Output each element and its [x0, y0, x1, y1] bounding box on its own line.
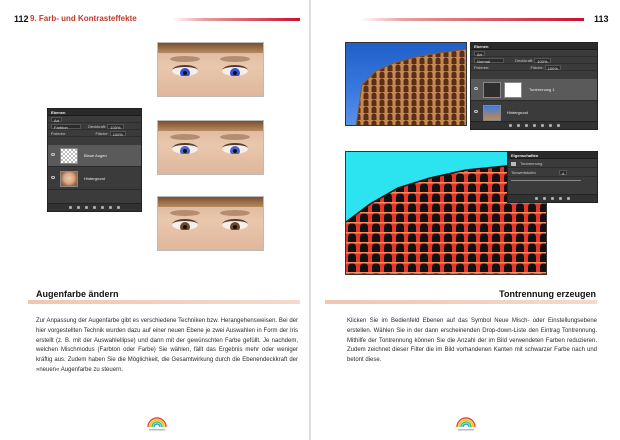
visibility-icon[interactable]: [559, 197, 562, 200]
blend-mode-row[interactable]: [48, 123, 141, 130]
filter-kind-label[interactable]: Art: [51, 117, 62, 122]
pupil: [233, 71, 237, 75]
blend-mode-row[interactable]: [471, 57, 597, 64]
layer-name: Tontrennung 1: [529, 87, 555, 92]
publisher-logo-icon: [146, 415, 168, 433]
section-heading-right: Tontrennung erzeugen: [499, 289, 596, 299]
opacity-value[interactable]: 100%: [107, 124, 123, 129]
eyebrow: [220, 134, 250, 140]
layers-panel-right[interactable]: [470, 42, 598, 130]
new-layer-icon[interactable]: [109, 206, 112, 209]
visibility-eye-icon[interactable]: [474, 110, 478, 113]
layer-thumbnail-transparent: [60, 148, 78, 164]
levels-label: Tonwertstufen: [511, 170, 536, 175]
adjustment-icon[interactable]: [93, 206, 96, 209]
layers-panel-toolbar[interactable]: [48, 203, 141, 211]
hair: [158, 121, 264, 131]
body-text-right: [347, 317, 597, 366]
trash-icon[interactable]: [117, 206, 120, 209]
layer-mask-thumbnail: [504, 82, 522, 98]
adjustment-layer-thumbnail: [483, 82, 501, 98]
hair: [158, 197, 264, 207]
opacity-value[interactable]: 100%: [534, 58, 550, 63]
left-eye: [172, 143, 198, 154]
mask-icon[interactable]: [85, 206, 88, 209]
opacity-label: Deckkraft:: [88, 124, 107, 129]
layers-panel-title: Ebenen: [471, 43, 597, 50]
section-underline-left: [28, 300, 300, 304]
eyebrow: [170, 210, 200, 216]
palace-photo-original: [345, 42, 467, 126]
publisher-logo-icon: [455, 415, 477, 433]
pupil: [183, 71, 187, 75]
levels-slider-track[interactable]: [511, 180, 581, 181]
iris: [230, 146, 240, 154]
mask-icon[interactable]: [525, 124, 528, 127]
visibility-eye-icon[interactable]: [51, 176, 55, 179]
fx-icon[interactable]: [77, 206, 80, 209]
header-rule-right: [359, 18, 584, 21]
properties-panel[interactable]: [507, 151, 598, 203]
layer-name: Hintergrund: [507, 110, 528, 115]
levels-slider-row[interactable]: [508, 177, 597, 183]
opacity-label: Deckkraft:: [515, 58, 534, 63]
eye-photo-original: [157, 196, 264, 251]
posterize-icon: [511, 162, 516, 166]
adjustment-type-label: Tontrennung: [520, 161, 543, 166]
layer-filter-row[interactable]: [48, 116, 141, 123]
layer-filter-row[interactable]: [471, 50, 597, 57]
layer-row-blue-eyes[interactable]: [48, 145, 141, 167]
right-eye: [222, 219, 248, 230]
section-heading-left: Augenfarbe ändern: [36, 289, 119, 299]
page-number-left: 112: [14, 14, 29, 24]
eyebrow: [220, 56, 250, 62]
fill-value[interactable]: 100%: [110, 131, 126, 136]
layers-panel-left[interactable]: [47, 108, 142, 212]
visibility-eye-icon[interactable]: [474, 87, 478, 90]
iris: [180, 68, 190, 76]
link-icon[interactable]: [509, 124, 512, 127]
view-previous-icon[interactable]: [543, 197, 546, 200]
left-eye: [172, 65, 198, 76]
right-eye: [222, 65, 248, 76]
lock-row[interactable]: [471, 64, 597, 71]
properties-panel-title: Eigenschaften: [508, 152, 597, 159]
eye-photo-blue-strong: [157, 42, 264, 97]
adjustment-icon[interactable]: [533, 124, 536, 127]
lock-label: Fixieren:: [51, 131, 67, 136]
layers-panel-title: Ebenen: [48, 109, 141, 116]
blend-mode-select[interactable]: Farbton: [51, 124, 81, 129]
pupil: [233, 149, 237, 153]
filter-kind-label[interactable]: Art: [474, 51, 485, 56]
levels-row[interactable]: [508, 168, 597, 177]
layer-name: Hintergrund: [84, 176, 105, 181]
pupil: [183, 225, 187, 229]
body-text-left: [36, 317, 298, 376]
iris: [230, 222, 240, 230]
eyebrow: [170, 134, 200, 140]
clip-icon[interactable]: [535, 197, 538, 200]
chapter-title: 9. Farb- und Kontrasteffekte: [30, 14, 137, 23]
fill-value[interactable]: 100%: [545, 65, 561, 70]
layer-row-posterize[interactable]: [471, 79, 597, 101]
iris: [180, 146, 190, 154]
properties-panel-toolbar[interactable]: [508, 194, 597, 202]
eyebrow: [220, 210, 250, 216]
iris: [180, 222, 190, 230]
layer-thumbnail-photo: [483, 105, 501, 121]
page-number-right: 113: [594, 14, 609, 24]
layer-thumbnail-photo: [60, 171, 78, 187]
pupil: [183, 149, 187, 153]
left-eye: [172, 219, 198, 230]
adjustment-type-row: [508, 159, 597, 168]
layer-row-background[interactable]: [48, 168, 141, 190]
header-rule-left: [172, 18, 300, 21]
fill-label: Fläche:: [95, 131, 109, 136]
paragraph: Zur Anpassung der Augenfarbe gibt es verschiedene Techniken bzw. Herangehensweisen. Bei der hier vorgestellten Technik wurden dazu auf einer neuen Ebene je zwei Auswahlen in Form der Iris erstellt (z. B. mit der Auswahlellipse) und dann mit der gewünschten Farbe gefüllt. Je nachdem, welchen Mischmodus (Farbton oder Farbe) Sie wählen, fällt das Ergebnis mehr oder weniger kräftig aus. Zudem haben Sie die Möglichkeit, die Gesamtwirkung durch die Ebenendeckkraft der »neuen« Augenfarbe zu steuern.: [36, 318, 298, 373]
visibility-eye-icon[interactable]: [51, 153, 55, 156]
trash-icon[interactable]: [567, 197, 570, 200]
pupil: [233, 225, 237, 229]
layer-name: Blaue Augen: [84, 153, 107, 158]
left-page: [0, 0, 309, 440]
right-eye: [222, 143, 248, 154]
fx-icon[interactable]: [517, 124, 520, 127]
layers-panel-toolbar[interactable]: [471, 121, 597, 129]
trash-icon[interactable]: [557, 124, 560, 127]
lock-label: Fixieren:: [474, 65, 490, 70]
reset-icon[interactable]: [551, 197, 554, 200]
section-underline-right: [325, 300, 597, 304]
folder-icon[interactable]: [541, 124, 544, 127]
lock-row[interactable]: [48, 130, 141, 137]
folder-icon[interactable]: [101, 206, 104, 209]
right-page: [311, 0, 620, 440]
paragraph: Klicken Sie im Bedienfeld Ebenen auf das Symbol Neue Misch- oder Einstellungsebene erstellen. Wählen Sie in der dann erscheinenden Drop-down-Liste den Eintrag Tontrennung. Mithilfe der Tontrennung können Sie die Anzahl der im Bild verwendeten Farben reduzieren. Zudem zeichnet dieser Filter die im Bild vorhandenen Kanten mit schwarzer Farbe nach und betont diese.: [347, 318, 597, 364]
blend-mode-select[interactable]: Normal: [474, 58, 504, 63]
link-icon[interactable]: [69, 206, 72, 209]
new-layer-icon[interactable]: [549, 124, 552, 127]
eyebrow: [170, 56, 200, 62]
eye-photo-blue-soft: [157, 120, 264, 175]
fill-label: Fläche:: [530, 65, 544, 70]
hair: [158, 43, 264, 53]
levels-value-input[interactable]: 4: [559, 170, 567, 175]
iris: [230, 68, 240, 76]
